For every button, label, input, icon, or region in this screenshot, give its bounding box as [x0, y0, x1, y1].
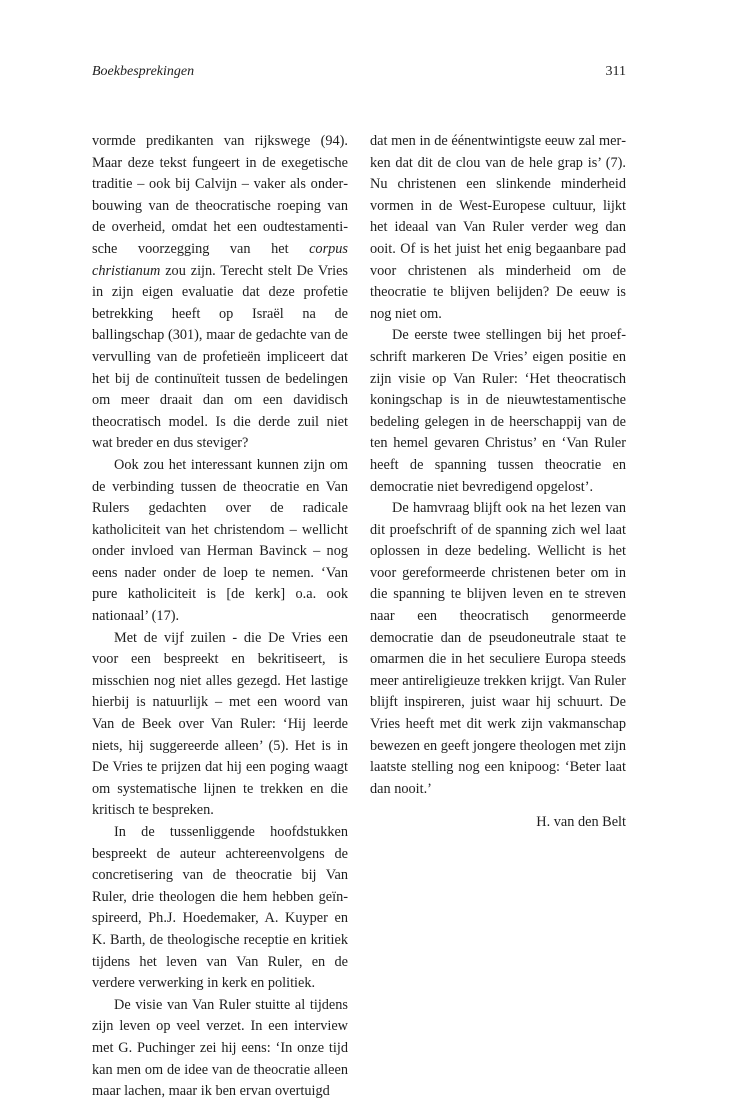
page-number: 311 — [605, 64, 626, 79]
paragraph: dat men in de éénentwintigste eeuw zal merken dat dit de clou van de hele grap is’ (7). Nu christenen een slinkende minderheid vormen in de West-Europese cultuur, lijkt het ideaal van Van Ruler verder weg dan ooit. Of is het juist het enig begaanbare pad voor christenen als minderheid om de theocratie te blijven belijden? De eeuw is nog niet om. — [370, 133, 626, 322]
emphasis: corpus christianum — [92, 240, 348, 279]
running-title: Boekbesprekingen — [92, 64, 195, 79]
reviewer-signature: H. van den Belt — [536, 814, 626, 831]
paragraph: Ook zou het interessant kunnen zijn om de verbinding tussen de theocratie en Van Rulers gedachten over de radicale katholiciteit van het christendom – wellicht onder invloed van Herman Bavinck – nog eens nader onder de loep te nemen. ‘Van pure katholiciteit is [de kerk] o.a. ook nationaal’ (17). — [92, 456, 348, 625]
left-column — [92, 131, 348, 1103]
paragraph: De hamvraag blijft ook na het lezen van dit proefschrift of de spanning zich wel laat oplossen in deze bedeling. Wellicht is het voor gereformeerde christenen beter om in die spanning te blijven leven en te streven naar een theocratisch genormeerde democratie dan de pseudoneutrale staat te omarmen die in het seculiere Europa steeds meer antireligieuze trekken krijgt. Van Ruler blijft inspireren, juist waar hij schuurt. De Vries heeft met dit werk zijn vakmanschap bewezen en geeft jongere theologen met zijn laatste stelling nog een knipoog: ‘Beter laat dan nooit.’ — [370, 500, 626, 797]
paragraph: Met de vijf zuilen - die De Vries een voor een bespreekt en bekritiseert, is misschien nog niet alles gezegd. Het lastige hierbij is natuurlijk – met een woord van Van de Beek over Van Ruler: ‘Hij leerde niets, hij suggereerde alleen’ (5). Het is in De Vries te prijzen dat hij een poging waagt om systematische lijnen te trekken en die kritisch te bespreken. — [92, 629, 348, 819]
paragraph: vormde predikanten van rijkswege (94). Maar deze tekst fungeert in de exegetische traditie – ook bij Calvijn – vaker als onderbouwing van de theocratische roeping van de overheid, omdat het een oudtestamentische voorzegging van het corpus christianum zou zijn. Terecht stelt De Vries in zijn eigen evaluatie dat deze profetie betrekking heeft op Israël na de ballingschap (301), maar de gedachte van de vervulling van de profetieën impliceert dat het bij de continuïteit tussen de bedelingen om meer draait dan om een davidisch theocratisch model. Is die derde zuil niet wat breder en dus steviger? — [92, 133, 348, 452]
paragraph: De visie van Van Ruler stuitte al tijdens zijn leven op veel verzet. In een interview met G. Puchinger zei hij eens: ‘In onze tijd kan men om de idee van de theocratie alleen maar lachen, maar ik ben ervan overtuigd — [92, 996, 348, 1100]
paragraph: In de tussenliggende hoofdstukken bespreekt de auteur achtereenvolgens de concretisering van de theocratie bij Van Ruler, drie theologen die hem hebben geïnspireerd, Ph.J. Hoedemaker, A. Kuyper en K. Barth, de theologische receptie en kritiek tijdens het leven van Van Ruler, en de verdere verwerking in kerk en politiek. — [92, 824, 348, 992]
right-column — [370, 131, 626, 834]
paragraph: De eerste twee stellingen bij het proefschrift markeren De Vries’ eigen positie en zijn visie op Van Ruler: ‘Het theocratisch koningschap is in de nieuwtestamentische bedeling gelegen in de heerschappij van de ten hemel gevaren Christus’ en ‘Van Ruler heeft de spanning tussen theocratie en democratie niet bevredigend opgelost’. — [370, 327, 626, 495]
